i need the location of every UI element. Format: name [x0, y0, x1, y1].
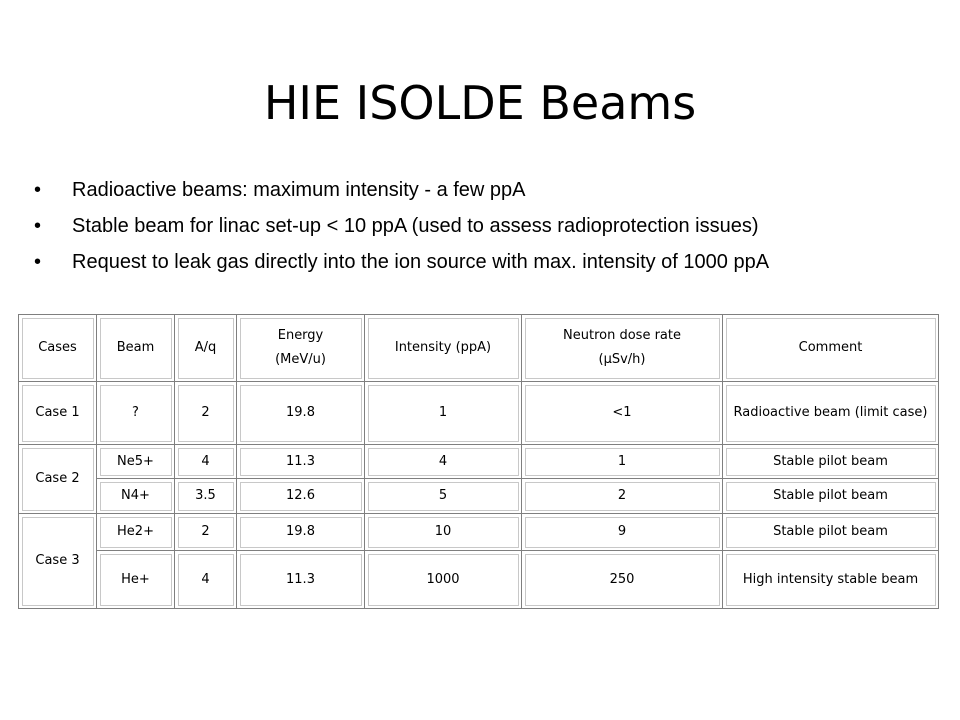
bullet-dot: •: [34, 179, 42, 201]
bullet-list: [34, 173, 769, 281]
header-dose-line2: (μSv/h): [598, 352, 646, 367]
cell-energy: 19.8: [237, 382, 365, 445]
cell-intensity: 10: [365, 514, 522, 551]
bullet-text: Radioactive beams: maximum intensity - a few ppA: [72, 179, 526, 201]
table-row: [19, 382, 939, 445]
table-row: [19, 445, 939, 479]
cell-dose: 9: [522, 514, 723, 551]
cell-aq: 4: [175, 551, 237, 609]
header-comment: Comment: [723, 315, 939, 382]
cell-aq: 2: [175, 514, 237, 551]
cell-beam: Ne5+: [97, 445, 175, 479]
table-row: [19, 514, 939, 551]
cell-aq: 2: [175, 382, 237, 445]
cell-beam: ?: [97, 382, 175, 445]
cell-energy: 11.3: [237, 445, 365, 479]
cell-comment: Stable pilot beam: [723, 479, 939, 514]
cell-intensity: 4: [365, 445, 522, 479]
header-aq: A/q: [175, 315, 237, 382]
bullet-dot: •: [34, 251, 42, 273]
header-energy-line2: (MeV/u): [275, 352, 326, 367]
cell-case: Case 3: [19, 514, 97, 609]
table-row: [19, 551, 939, 609]
header-cases: Cases: [19, 315, 97, 382]
cell-intensity: 1000: [365, 551, 522, 609]
bullet-text: Request to leak gas directly into the ion source with max. intensity of 1000 ppA: [72, 251, 770, 273]
cell-dose: 250: [522, 551, 723, 609]
slide-title: HIE ISOLDE Beams: [263, 76, 697, 130]
header-dose-line1: Neutron dose rate: [563, 328, 681, 343]
bullet-item: [34, 173, 769, 209]
cell-comment: Radioactive beam (limit case): [723, 382, 939, 445]
header-beam: Beam: [97, 315, 175, 382]
header-energy-line1: Energy: [277, 328, 324, 343]
bullet-text: Stable beam for linac set-up < 10 ppA (used to assess radioprotection issues): [72, 215, 759, 237]
cell-aq: 4: [175, 445, 237, 479]
cell-beam: He2+: [97, 514, 175, 551]
table-header-row: [19, 315, 939, 382]
cell-comment: Stable pilot beam: [723, 445, 939, 479]
cell-case: Case 1: [19, 382, 97, 445]
bullet-item: [34, 245, 769, 281]
beams-table: [18, 314, 939, 609]
header-intensity: Intensity (ppA): [365, 315, 522, 382]
cell-dose: 2: [522, 479, 723, 514]
cell-intensity: 1: [365, 382, 522, 445]
header-energy: [237, 315, 365, 382]
cell-energy: 12.6: [237, 479, 365, 514]
cell-aq: 3.5: [175, 479, 237, 514]
cell-beam: He+: [97, 551, 175, 609]
cell-dose: <1: [522, 382, 723, 445]
cell-energy: 19.8: [237, 514, 365, 551]
cell-comment: Stable pilot beam: [723, 514, 939, 551]
cell-case: Case 2: [19, 445, 97, 514]
cell-intensity: 5: [365, 479, 522, 514]
cell-energy: 11.3: [237, 551, 365, 609]
cell-dose: 1: [522, 445, 723, 479]
bullet-dot: •: [34, 215, 42, 237]
header-dose: [522, 315, 723, 382]
cell-beam: N4+: [97, 479, 175, 514]
table-row: [19, 479, 939, 514]
cell-comment: High intensity stable beam: [723, 551, 939, 609]
bullet-item: [34, 209, 769, 245]
